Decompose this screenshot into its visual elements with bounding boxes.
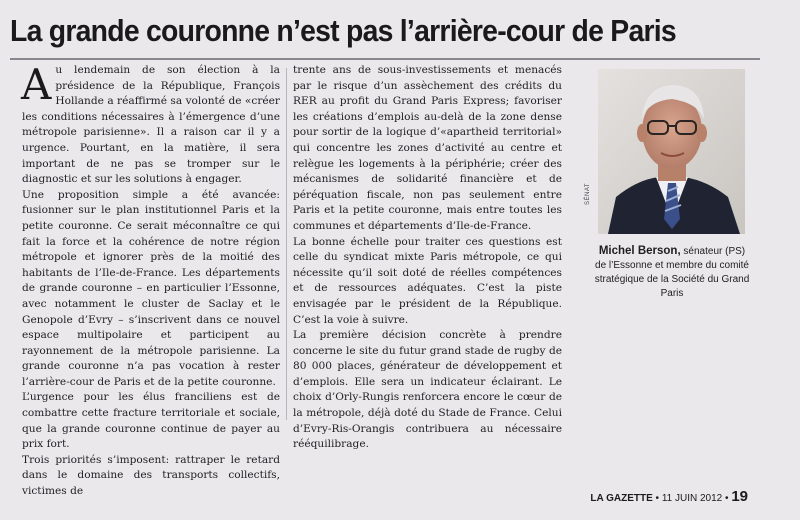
publication-name: LA GAZETTE: [590, 493, 653, 504]
paragraph: La première décision concrète à prendre concerne le site du futur grand stade de rugby de 80 000 places, générateur de développement et d’emplois. Elle sera un indicateur éclairant. Le choix d’Orly-Rungis renforcera encore le cœur de la métropole, déjà doté du Stade de France. Celui d’Evry-Ris-Orangis contribuera au nécessaire rééquilibrage.: [293, 329, 562, 451]
paragraph: Une proposition simple a été avancée: fusionner sur le plan institutionnel Paris et la petite couronne. Ce serait méconnaître ce qui fait la force et la cohérence de notre région métropole et ignorer près de la moitié des habitants de l’Ile-de-France. Les départements de grande couronne – en particulier l’Essonne, avec notamment le cluster de Saclay et le Genopole d’Evry – s’inscrivent dans ce nouvel espace multipolaire et participent au rayonnement de la métropole parisienne. La grande couronne n’a pas vocation à rester l’arrière-cour de Paris et de la petite couronne.: [22, 188, 280, 388]
paragraph: L’urgence pour les élus franciliens est de combattre cette fracture territoriale et sociale, que la grande couronne continue de payer au prix fort.: [22, 391, 280, 451]
column-divider: [286, 68, 287, 420]
photo-credit: SÉNAT: [585, 182, 591, 205]
paragraph: Trois priorités s’imposent: rattraper le retard dans le domaine des transports collectifs, victimes de: [22, 453, 280, 498]
caption-name: Michel Berson,: [598, 245, 681, 257]
article-column-1: [21, 60, 280, 500]
issue-date: • 11 JUIN 2012 •: [652, 493, 732, 504]
page-footer: [590, 488, 748, 505]
title-rule: [10, 58, 760, 60]
paragraph: [21, 60, 280, 188]
paragraph: trente ans de sous-investissements et menacés par le risque d’un assèchement des crédits du RER au profit du Grand Paris Express; favoriser les créations d’emplois au-delà de la zone dense pour sortir de la logique d’«apartheid territorial» qui concentre les zones d’activité au centre et relègue les logements à la périphérie; créer des mécanismes de solidarité financière et de péréquation fiscale, non pas seulement entre Paris et la petite couronne, mais entre toutes les communes et départements d’Ile-de-France.: [293, 64, 562, 232]
paragraph-text: u lendemain de son élection à la présidence de la République, François Hollande a réaffirmé sa volonté de «créer les conditions nécessaires à l’émergence d’une métropole parisienne». Il a raison car il y a urgence. Pourtant, en la matière, il sera important de ne pas se tromper sur le diagnostic et sur les solutions à engager.: [22, 64, 280, 186]
page-number: 19: [731, 488, 748, 505]
portrait-illustration: [598, 69, 745, 234]
article-column-2: [293, 63, 562, 453]
portrait-photo: [598, 69, 745, 234]
drop-cap: A: [21, 60, 52, 109]
paragraph: La bonne échelle pour traiter ces questions est celle du syndicat mixte Paris métropole, ce qui nécessite qu’il soit doté de réelles compétences et de ressources adéquates. C’est la piste envisagée par le président de la République. C’est la voie à suivre.: [293, 235, 562, 326]
article-title: La grande couronne n’est pas l’arrière-cour de Paris: [10, 14, 676, 48]
photo-caption: [592, 244, 752, 301]
caption-text: sénateur (PS) de l’Essonne et membre du comité stratégique de la Société du Grand Paris: [594, 246, 750, 299]
